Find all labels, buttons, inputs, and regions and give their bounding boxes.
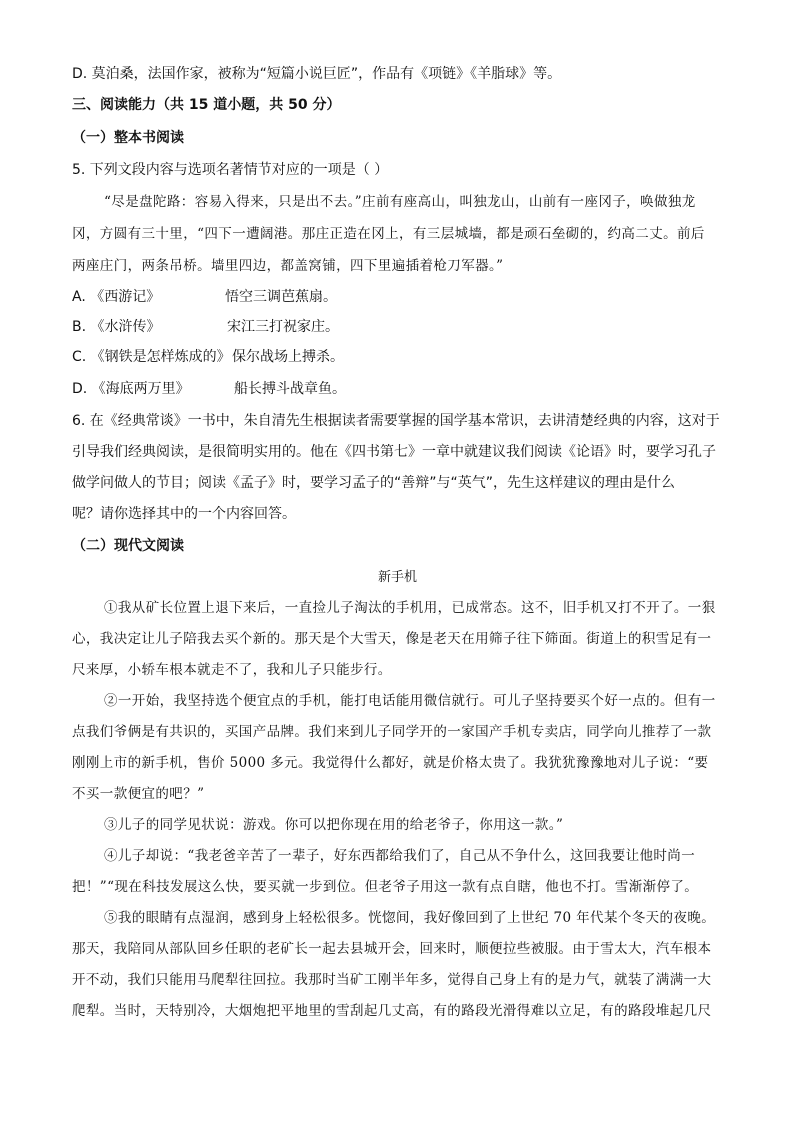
option-d: [72, 379, 346, 399]
story-line: 不买一款便宜的吧？”: [72, 786, 205, 802]
option-book: A. 《西游记》: [72, 289, 161, 305]
option-c: [72, 347, 344, 367]
option-b: [72, 317, 339, 337]
story-line: ②一开始，我坚持选个便宜点的手机，能打电话能用微信就行。可儿子坚持要买个好一点的。但有一: [104, 693, 716, 709]
question-6-line: 做学问做人的节目；阅读《孟子》时，要学习孟子的“善辩”与“英气”，先生这样建议的理由是什么: [72, 475, 676, 491]
option-plot: 船长搏斗战章鱼。: [234, 381, 346, 397]
option-book: C. 《钢铁是怎样炼成的》: [72, 349, 231, 365]
question-6-line: 6. 在《经典常谈》一书中，朱自清先生根据读者需要掌握的国学基本常识，去讲清楚经典的内容，这对于: [72, 413, 720, 429]
subsection-heading: （二）现代文阅读: [72, 538, 184, 554]
question-6-line: 引导我们经典阅读，是很简明实用的。他在《四书第七》一章中就建议我们阅读《论语》时，要学习孔子: [72, 444, 716, 460]
question-5-stem: 5. 下列文段内容与选项名著情节对应的一项是（ ）: [72, 162, 389, 178]
option-d-line: D. 莫泊桑，法国作家，被称为“短篇小说巨匠”，作品有《项链》《羊脂球》等。: [72, 66, 562, 82]
story-line: 刚刚上市的新手机，售价 5000 多元。我觉得什么都好，就是价格太贵了。我犹犹豫豫地对儿子说：“要: [72, 755, 709, 771]
passage-line: “尽是盘陀路：容易入得来，只是出不去。”庄前有座高山，叫独龙山，山前有一座冈子，唤做独龙: [104, 194, 696, 210]
option-a: [72, 287, 337, 307]
option-book: D. 《海底两万里》: [72, 381, 190, 397]
story-line: ③儿子的同学见状说：游戏。你可以把你现在用的给老爷子，你用这一款。”: [104, 817, 564, 833]
option-plot: 宋江三打祝家庄。: [227, 319, 339, 335]
section-heading: 三、阅读能力（共 15 道小题，共 50 分）: [72, 97, 341, 113]
story-line: ⑤我的眼睛有点湿润，感到身上轻松很多。恍惚间，我好像回到了上世纪 70 年代某个冬天的夜晚。: [104, 910, 716, 926]
story-line: 那天，我陪同从部队回乡任职的老矿长一起去县城开会，回来时，顺便拉些被服。由于雪太大，汽车根本: [72, 941, 712, 957]
story-line: ①我从矿长位置上退下来后，一直捡儿子淘汰的手机用，已成常态。这不，旧手机又打不开了。一狠: [104, 600, 716, 616]
option-plot: 悟空三调芭蕉扇。: [225, 289, 337, 305]
story-line: 心，我决定让儿子陪我去买个新的。那天是个大雪天，像是老天在用筛子往下筛面。街道上的积雪足有一: [72, 631, 712, 647]
question-6-line: 呢？请你选择其中的一个内容回答。: [72, 506, 296, 522]
option-book: B. 《水浒传》: [72, 319, 161, 335]
story-line: 把！”“现在科技发展这么快，要买就一步到位。但老爷子用这一款有点自瞎，他也不打。雪渐渐停了。: [72, 879, 699, 895]
subsection-heading: （一）整本书阅读: [72, 130, 184, 146]
story-line: 尺来厚，小轿车根本就走不了，我和儿子只能步行。: [72, 662, 392, 678]
story-line: 爬犁。当时，天特别冷，大烟炮把平地里的雪刮起几丈高，有的路段光滑得难以立足，有的路段堆起几尺: [72, 1003, 712, 1019]
story-line: ④儿子却说：“我老爸辛苦了一辈子，好东西都给我们了，自己从不争什么，这回我要让他时尚一: [104, 848, 696, 864]
passage-line: 两座庄门，两条吊桥。墙里四边，都盖窝铺，四下里遍插着枪刀军器。”: [72, 258, 504, 274]
option-plot: 保尔战场上搏杀。: [232, 349, 344, 365]
story-line: 点我们爷俩是有共识的，买国产品牌。我们来到儿子同学开的一家国产手机专卖店，同学向儿推荐了一款: [72, 724, 712, 740]
passage-line: 冈，方圆有三十里，“四下一遭阔港。那庄正造在冈上，有三层城墙，都是顽石垒砌的，约高二丈。前后: [72, 226, 705, 242]
story-title: 新手机: [378, 570, 418, 585]
story-line: 开不动，我们只能用马爬犁往回拉。我那时当矿工刚半年多，觉得自己身上有的是力气，就装了满满一大: [72, 972, 712, 988]
